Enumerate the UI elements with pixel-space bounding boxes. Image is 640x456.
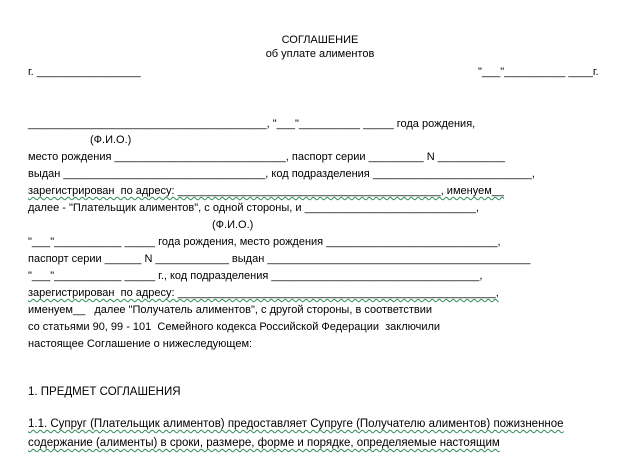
paragraph-line-2: содержание (алименты) в сроки, размере, форме и порядке, определяемые настоящим (28, 437, 500, 449)
recipient-designation-line: именуем__ далее "Получатель алиментов", с другой стороны, в соответствии (28, 304, 433, 316)
paragraph-line-1: 1.1. Супруг (Плательщик алиментов) предоставляет Супруге (Получателю алиментов) пожизненное (28, 418, 564, 430)
recipient-code-line: "___"___________ _____ г., код подразделения __________________________________, (28, 270, 483, 282)
payer-issued-line: выдан _________________________________, код подразделения __________________________, (28, 168, 535, 180)
agreement-line: настоящее Соглашение о нижеследующем: (28, 338, 253, 350)
section-heading: 1. ПРЕДМЕТ СОГЛАШЕНИЯ (28, 386, 181, 398)
document-title: СОГЛАШЕНИЕ (281, 34, 359, 46)
recipient-birth-line: "___"___________ _____ года рождения, место рождения ____________________________, (28, 236, 501, 248)
date-line: "___"__________ ____г. (478, 66, 599, 78)
articles-line: со статьями 90, 99 - 101 Семейного кодекса Российской Федерации заключили (28, 321, 441, 333)
recipient-address-line: зарегистрирован по адресу: ____________________________________________________, (28, 287, 499, 299)
payer-fio-caption: (Ф.И.О.) (90, 134, 132, 146)
recipient-passport-line: паспорт серии ______ N ____________ выдан ___________________________________________ (28, 253, 531, 265)
payer-name-line: _______________________________________, "___"__________ _____ года рождения, (28, 118, 476, 130)
recipient-fio-caption: (Ф.И.О.) (212, 219, 254, 231)
payer-birthplace-line: место рождения ____________________________, паспорт серии _________ N ___________ (28, 151, 506, 163)
city-line: г. _________________ (28, 66, 141, 78)
payer-designation-line: далее - "Плательщик алиментов", с одной стороны, и ____________________________, (28, 202, 479, 214)
document-subtitle: об уплате алиментов (265, 48, 375, 60)
payer-address-line: зарегистрирован по адресу: ___________________________________________, именуем__ (28, 185, 504, 197)
